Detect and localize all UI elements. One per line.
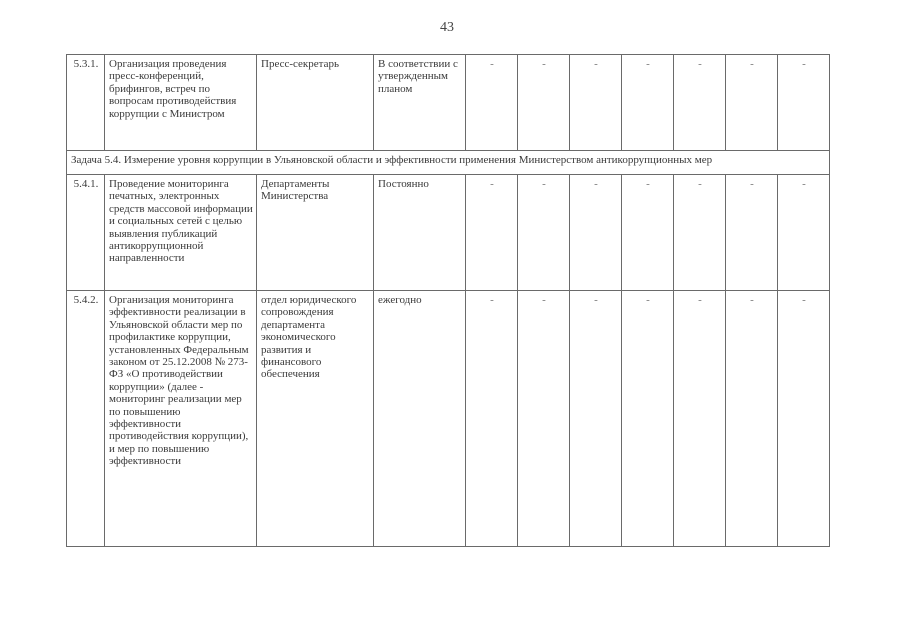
- value-cell: -: [570, 175, 622, 291]
- measure-name: Проведение мониторинга печатных, электронных средств массовой информации и социальных сетей с целью выявления публикаций антикоррупционной направленности: [105, 175, 257, 291]
- value-cell: -: [518, 55, 570, 151]
- value-cell: -: [622, 175, 674, 291]
- value-cell: -: [726, 291, 778, 547]
- value-cell: -: [674, 291, 726, 547]
- value-cell: -: [778, 55, 830, 151]
- measure-name: Организация мониторинга эффективности реализации в Ульяновской области мер по профилактике коррупции, установленных Федеральным законом от 25.12.2008 № 273-ФЗ «О противодействии коррупции» (далее - мониторинг реализации мер по повышению эффективности противодействия коррупции), и мер по повышению эффективности: [105, 291, 257, 547]
- executor: отдел юридического сопровождения департамента экономического развития и финансового обеспечения: [257, 291, 374, 547]
- table-row: [67, 55, 830, 151]
- term: В соответствии с утвержденным планом: [374, 55, 466, 151]
- row-number: 5.4.2.: [67, 291, 105, 547]
- value-cell: -: [726, 55, 778, 151]
- value-cell: -: [518, 175, 570, 291]
- table-row: [67, 175, 830, 291]
- table-row: [67, 291, 830, 547]
- value-cell: -: [570, 291, 622, 547]
- measures-table: [66, 54, 830, 547]
- term: Постоянно: [374, 175, 466, 291]
- value-cell: -: [674, 175, 726, 291]
- term: ежегодно: [374, 291, 466, 547]
- value-cell: -: [466, 291, 518, 547]
- row-number: 5.3.1.: [67, 55, 105, 151]
- value-cell: -: [622, 55, 674, 151]
- value-cell: -: [466, 55, 518, 151]
- page-number: 43: [440, 20, 454, 35]
- value-cell: -: [778, 175, 830, 291]
- task-row: [67, 151, 830, 175]
- value-cell: -: [674, 55, 726, 151]
- row-number: 5.4.1.: [67, 175, 105, 291]
- value-cell: -: [518, 291, 570, 547]
- executor: Департаменты Министерства: [257, 175, 374, 291]
- value-cell: -: [778, 291, 830, 547]
- value-cell: -: [570, 55, 622, 151]
- measure-name: Организация проведения пресс-конференций, брифингов, встреч по вопросам противодействия коррупции с Министром: [105, 55, 257, 151]
- executor: Пресс-секретарь: [257, 55, 374, 151]
- value-cell: -: [726, 175, 778, 291]
- task-heading: Задача 5.4. Измерение уровня коррупции в Ульяновской области и эффективности применения Министерством антикоррупционных мер: [67, 151, 830, 175]
- value-cell: -: [622, 291, 674, 547]
- value-cell: -: [466, 175, 518, 291]
